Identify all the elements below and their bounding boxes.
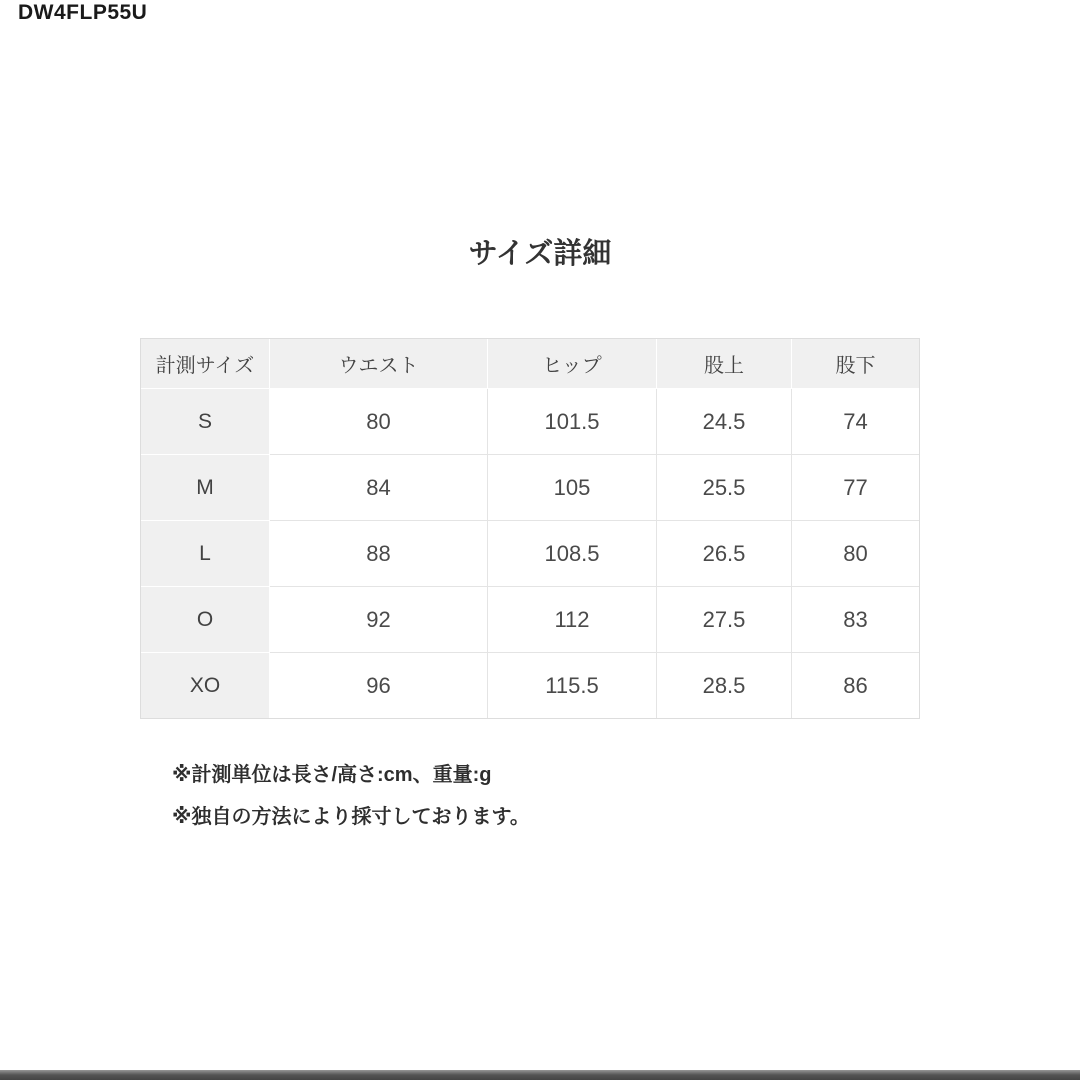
note-measurement-method: ※独自の方法により採寸しております。 xyxy=(172,806,530,828)
value-cell: 80 xyxy=(270,389,488,455)
value-cell: 24.5 xyxy=(657,389,792,455)
size-label-cell: S xyxy=(141,389,270,455)
table-header-row xyxy=(141,339,919,389)
header-cell-inseam: 股下 xyxy=(792,339,919,389)
size-label-cell: XO xyxy=(141,653,270,718)
product-code: DW4FLP55U xyxy=(18,1,148,24)
value-cell: 80 xyxy=(792,521,919,587)
value-cell: 112 xyxy=(488,587,657,653)
header-cell-measure-size: 計測サイズ xyxy=(141,339,270,389)
value-cell: 88 xyxy=(270,521,488,587)
table-row xyxy=(141,587,919,653)
table-row xyxy=(141,521,919,587)
header-cell-hip: ヒップ xyxy=(488,339,657,389)
value-cell: 26.5 xyxy=(657,521,792,587)
value-cell: 86 xyxy=(792,653,919,718)
value-cell: 27.5 xyxy=(657,587,792,653)
header-cell-rise: 股上 xyxy=(657,339,792,389)
value-cell: 108.5 xyxy=(488,521,657,587)
size-table xyxy=(140,338,920,719)
note-measurement-units: ※計測単位は長さ/高さ:cm、重量:g xyxy=(172,764,492,786)
bottom-bar xyxy=(0,1070,1080,1080)
value-cell: 92 xyxy=(270,587,488,653)
value-cell: 83 xyxy=(792,587,919,653)
value-cell: 74 xyxy=(792,389,919,455)
table-row xyxy=(141,389,919,455)
footnotes xyxy=(172,761,530,845)
value-cell: 115.5 xyxy=(488,653,657,718)
value-cell: 77 xyxy=(792,455,919,521)
size-label-cell: M xyxy=(141,455,270,521)
page-title: サイズ詳細 xyxy=(468,238,612,270)
size-label-cell: L xyxy=(141,521,270,587)
header-cell-waist: ウエスト xyxy=(270,339,488,389)
value-cell: 96 xyxy=(270,653,488,718)
value-cell: 105 xyxy=(488,455,657,521)
value-cell: 28.5 xyxy=(657,653,792,718)
size-label-cell: O xyxy=(141,587,270,653)
value-cell: 101.5 xyxy=(488,389,657,455)
value-cell: 84 xyxy=(270,455,488,521)
table-row xyxy=(141,653,919,718)
table-row xyxy=(141,455,919,521)
value-cell: 25.5 xyxy=(657,455,792,521)
